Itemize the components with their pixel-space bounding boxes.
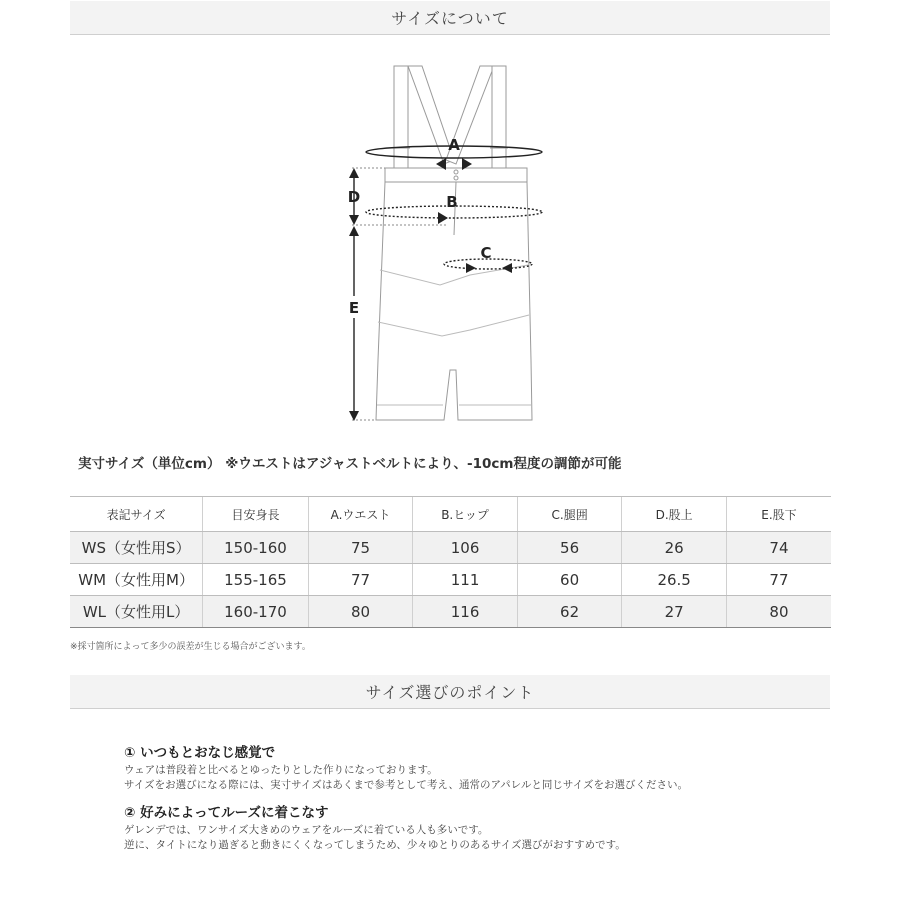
table-row (70, 596, 831, 628)
table-cell: 60 (517, 564, 622, 596)
size-point-2 (124, 801, 626, 853)
size-point-1 (124, 741, 688, 793)
measure-e (344, 226, 376, 421)
table-cell: 26 (622, 532, 727, 564)
table-cell: WS（女性用S） (70, 532, 203, 564)
header-rise: D.股上 (622, 497, 727, 532)
size-note: 実寸サイズ（単位cm） ※ウエストはアジャストベルトにより、-10cm程度の調節が可能 (78, 456, 622, 472)
table-cell: 80 (308, 596, 413, 628)
point-title: ① いつもとおなじ感覚で (124, 745, 276, 761)
table-cell: 77 (308, 564, 413, 596)
table-cell: 27 (622, 596, 727, 628)
footnote: ※採寸箇所によって多少の誤差が生じる場合がございます。 (70, 642, 311, 652)
header-thigh: C.腿囲 (517, 497, 622, 532)
table-row (70, 564, 831, 596)
measure-c-label: C (480, 244, 492, 262)
point-text: サイズをお選びになる際には、実寸サイズはあくまで参考として考え、通常のアパレルと同じサイズをお選びください。 (124, 779, 689, 791)
point-text: 逆に、タイトになり過ぎると動きにくくなってしまうため、少々ゆとりのあるサイズ選びがおすすめです。 (124, 839, 626, 851)
size-table (70, 496, 831, 628)
point-text: ウェアは普段着と比べるとゆったりとした作りになっております。 (124, 764, 438, 776)
table-cell: 106 (413, 532, 518, 564)
measure-e-label: E (348, 299, 360, 317)
table-cell: WL（女性用L） (70, 596, 203, 628)
measure-a-label: A (448, 136, 460, 154)
size-section-title: サイズについて (391, 9, 509, 28)
header-height: 目安身長 (203, 497, 309, 532)
size-section-header (70, 1, 830, 35)
header-size-label: 表記サイズ (70, 497, 203, 532)
table-cell: 56 (517, 532, 622, 564)
table-cell: 111 (413, 564, 518, 596)
table-cell: 26.5 (622, 564, 727, 596)
point-text: ゲレンデでは、ワンサイズ大きめのウェアをルーズに着ている人も多いです。 (124, 824, 489, 836)
table-cell: 80 (726, 596, 831, 628)
measure-b-label: B (446, 193, 458, 211)
measure-a (366, 136, 542, 170)
table-cell: 74 (726, 532, 831, 564)
header-inseam: E.股下 (726, 497, 831, 532)
table-cell: 75 (308, 532, 413, 564)
header-waist: A.ウエスト (308, 497, 413, 532)
point-title: ② 好みによってルーズに着こなす (124, 805, 329, 821)
header-hip: B.ヒップ (413, 497, 518, 532)
points-section-title: サイズ選びのポイント (365, 683, 535, 702)
table-cell: 116 (413, 596, 518, 628)
table-cell: WM（女性用M） (70, 564, 203, 596)
pants-diagram (330, 60, 560, 430)
points-section-header (70, 675, 830, 709)
table-header-row (70, 497, 831, 532)
table-row (70, 532, 831, 564)
table-cell: 77 (726, 564, 831, 596)
table-cell: 160-170 (203, 596, 309, 628)
table-cell: 155-165 (203, 564, 309, 596)
table-cell: 150-160 (203, 532, 309, 564)
table-cell: 62 (517, 596, 622, 628)
measure-d-label: D (347, 188, 361, 206)
